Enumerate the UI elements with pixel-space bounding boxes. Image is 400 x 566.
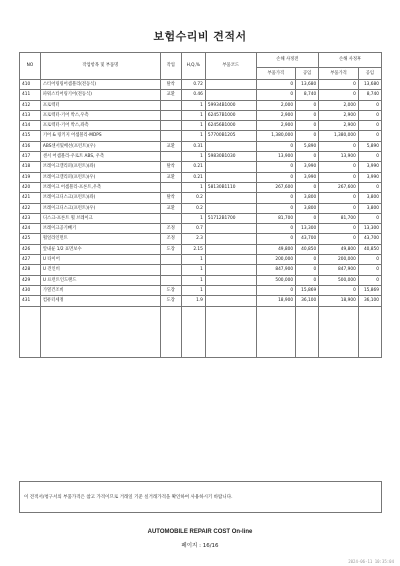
cell-no: 427	[20, 255, 41, 265]
cell-before-labor: 0	[296, 152, 319, 162]
cell-before-part-price: 0	[256, 193, 296, 203]
table-row	[20, 131, 382, 141]
table-row	[20, 152, 382, 162]
cell-after-part-price: 0	[319, 141, 359, 151]
cell-work: 도장	[160, 244, 181, 254]
cell-before-part-price: 0	[256, 285, 296, 295]
cell-item: 휠얼라인먼트	[40, 234, 160, 244]
cell-no: 420	[20, 182, 41, 192]
cell-before-part-price: 0	[256, 224, 296, 234]
cell-part-code	[205, 296, 256, 306]
cell-item: U 프런트인도랜드	[40, 275, 160, 285]
cell-after-labor: 3,800	[358, 203, 381, 213]
table-row	[20, 162, 382, 172]
cell-work	[160, 182, 181, 192]
cell-before-part-price: 2,900	[256, 121, 296, 131]
cell-no: 415	[20, 131, 41, 141]
cell-no: 426	[20, 244, 41, 254]
cell-work: 탈착	[160, 193, 181, 203]
cell-before-part-price: 0	[256, 90, 296, 100]
table-row	[20, 100, 382, 110]
cell-no: 422	[20, 203, 41, 213]
cell-after-labor: 3,990	[358, 162, 381, 172]
cell-work: 교환	[160, 172, 181, 182]
cell-hqty: 1	[181, 285, 205, 295]
cell-part-code: 59830B1030	[205, 152, 256, 162]
cell-before-part-price: 500,000	[256, 275, 296, 285]
cell-after-labor: 0	[358, 152, 381, 162]
cell-part-code	[205, 234, 256, 244]
cell-before-labor: 40,850	[296, 244, 319, 254]
cell-no: 419	[20, 172, 41, 182]
col-no: NO	[20, 53, 41, 80]
estimate-table	[19, 52, 382, 358]
cell-no: 428	[20, 265, 41, 275]
cell-after-part-price: 500,000	[319, 275, 359, 285]
cell-before-part-price: 0	[256, 141, 296, 151]
cell-after-labor: 0	[358, 110, 381, 120]
cell-work: 탈착	[160, 80, 181, 90]
cell-part-code	[205, 255, 256, 265]
cell-work: 조정	[160, 234, 181, 244]
cell-before-part-price: 0	[256, 80, 296, 90]
cell-part-code: 62457B1000	[205, 110, 256, 120]
col-hqty: H,Q,%	[181, 53, 205, 80]
cell-part-code	[205, 224, 256, 234]
col-after-part-price: 부품가격	[319, 68, 359, 80]
cell-work: 탈착	[160, 162, 181, 172]
cell-before-part-price: 1,380,000	[256, 131, 296, 141]
cell-work: 조정	[160, 224, 181, 234]
cell-after-labor: 0	[358, 131, 381, 141]
table-row	[20, 193, 382, 203]
cell-after-part-price: 0	[319, 193, 359, 203]
cell-after-part-price: 49,800	[319, 244, 359, 254]
cell-after-part-price: 0	[319, 162, 359, 172]
cell-item: 브레이크캘리퍼(프런트)(우)	[40, 172, 160, 182]
cell-hqty: 1	[181, 121, 205, 131]
cell-hqty: 1	[181, 265, 205, 275]
cell-no: 429	[20, 275, 41, 285]
cell-part-code	[205, 265, 256, 275]
table-row	[20, 110, 382, 120]
col-work: 작업	[160, 53, 181, 80]
cell-before-part-price: 18,900	[256, 296, 296, 306]
table-row	[20, 121, 382, 131]
col-before-group: 손해 사정전	[256, 53, 319, 68]
cell-after-labor: 0	[358, 100, 381, 110]
table-row	[20, 296, 382, 306]
cell-hqty: 0.31	[181, 141, 205, 151]
table-body	[20, 80, 382, 307]
cell-before-labor: 3,800	[296, 203, 319, 213]
cell-hqty: 1	[181, 131, 205, 141]
cell-item: 브레이크공기빼기	[40, 224, 160, 234]
cell-no: 423	[20, 213, 41, 223]
cell-part-code	[205, 141, 256, 151]
cell-after-part-price: 0	[319, 203, 359, 213]
table-row	[20, 141, 382, 151]
cell-work: 교환	[160, 90, 181, 100]
cell-hqty: 0.46	[181, 90, 205, 100]
cell-hqty: 1	[181, 213, 205, 223]
cell-work	[160, 275, 181, 285]
cell-before-part-price: 2,900	[256, 110, 296, 120]
cell-part-code	[205, 285, 256, 295]
cell-no: 424	[20, 224, 41, 234]
cell-before-labor: 13,680	[296, 80, 319, 90]
cell-hqty: 2.15	[181, 244, 205, 254]
footer-title: AUTOMOBILE REPAIR COST On-line	[147, 529, 253, 535]
cell-no: 414	[20, 121, 41, 131]
cell-before-labor: 0	[296, 131, 319, 141]
table-row	[20, 265, 382, 275]
cell-item: 프로텍터-기어 박스,좌측	[40, 121, 160, 131]
cell-after-labor: 8,740	[358, 90, 381, 100]
cell-part-code	[205, 162, 256, 172]
cell-item: 가열건조비	[40, 285, 160, 295]
cell-after-labor: 0	[358, 275, 381, 285]
cell-after-part-price: 847,900	[319, 265, 359, 275]
cell-after-part-price: 267,600	[319, 182, 359, 192]
cell-after-labor: 13,680	[358, 80, 381, 90]
cell-item: 디스크-프론트 휠 브레이크	[40, 213, 160, 223]
cell-hqty: 0.72	[181, 80, 205, 90]
cell-item: 브레이크 어셈블리-프론트,우측	[40, 182, 160, 192]
cell-no: 410	[20, 80, 41, 90]
cell-no: 412	[20, 100, 41, 110]
cell-no: 411	[20, 90, 41, 100]
table-filler	[20, 306, 382, 357]
cell-hqty: 1	[181, 100, 205, 110]
cell-part-code: 58130B1110	[205, 182, 256, 192]
cell-work: 도장	[160, 296, 181, 306]
cell-hqty: 0.2	[181, 203, 205, 213]
cell-after-labor: 36,100	[358, 296, 381, 306]
table-row	[20, 182, 382, 192]
cell-before-part-price: 0	[256, 234, 296, 244]
cell-before-labor: 43,700	[296, 234, 319, 244]
cell-before-labor: 3,990	[296, 172, 319, 182]
cell-before-labor: 5,890	[296, 141, 319, 151]
cell-item: 브레이크디스크(프런트)(우)	[40, 203, 160, 213]
cell-after-part-price: 0	[319, 90, 359, 100]
cell-after-part-price: 2,900	[319, 121, 359, 131]
col-after-group: 손해 사정후	[319, 53, 382, 68]
cell-before-labor: 3,800	[296, 193, 319, 203]
cell-part-code: 57700B1205	[205, 131, 256, 141]
cell-item: 기어 & 링키지 어셈블리-MDPS	[40, 131, 160, 141]
cell-after-labor: 3,800	[358, 193, 381, 203]
cell-part-code	[205, 203, 256, 213]
col-before-part-price: 부품가격	[256, 68, 296, 80]
cell-item: 스티어링링어셈블리(전동식)	[40, 80, 160, 90]
cell-after-part-price: 81,700	[319, 213, 359, 223]
cell-no: 421	[20, 193, 41, 203]
cell-work	[160, 100, 181, 110]
cell-item: 브레이크디스크(프런트)(좌)	[40, 193, 160, 203]
cell-item: 앞내륜 1/2 표면보수	[40, 244, 160, 254]
empty-row	[20, 306, 382, 357]
cell-part-code: 51712B1700	[205, 213, 256, 223]
cell-work	[160, 131, 181, 141]
header-row-1	[20, 53, 382, 68]
cell-hqty: 1	[181, 182, 205, 192]
table-row	[20, 80, 382, 90]
cell-work	[160, 255, 181, 265]
cell-hqty: 1.9	[181, 296, 205, 306]
col-item: 작업항목 및 부품명	[40, 53, 160, 80]
table-row	[20, 213, 382, 223]
cell-item: 컴퓨터세정	[40, 296, 160, 306]
cell-work: 교환	[160, 141, 181, 151]
table-row	[20, 234, 382, 244]
cell-hqty: 0.7	[181, 224, 205, 234]
cell-after-part-price: 0	[319, 224, 359, 234]
page-number: 페이지 : 16/16	[181, 543, 219, 549]
cell-part-code	[205, 244, 256, 254]
cell-after-part-price: 0	[319, 234, 359, 244]
cell-hqty: 1	[181, 255, 205, 265]
cell-hqty: 0.21	[181, 162, 205, 172]
price-note: 이 견적서/청구서의 부품가격은 참고 가격이므로 거래일 기준 실거래가격을 확인하여 사용하시기 바랍니다.	[19, 481, 382, 513]
cell-item: 프로텍터	[40, 100, 160, 110]
cell-before-part-price: 13,900	[256, 152, 296, 162]
cell-before-labor: 3,990	[296, 162, 319, 172]
cell-hqty: 0.21	[181, 172, 205, 182]
cell-no: 418	[20, 162, 41, 172]
cell-before-part-price: 847,900	[256, 265, 296, 275]
cell-work	[160, 152, 181, 162]
cell-work	[160, 121, 181, 131]
cell-before-labor: 0	[296, 110, 319, 120]
cell-after-labor: 0	[358, 213, 381, 223]
cell-work: 도장	[160, 285, 181, 295]
cell-before-part-price: 49,800	[256, 244, 296, 254]
cell-after-part-price: 13,900	[319, 152, 359, 162]
cell-before-labor: 13,300	[296, 224, 319, 234]
cell-after-part-price: 2,000	[319, 100, 359, 110]
cell-after-labor: 3,990	[358, 172, 381, 182]
cell-before-part-price: 0	[256, 172, 296, 182]
cell-part-code: 59934B1000	[205, 100, 256, 110]
cell-before-labor: 36,100	[296, 296, 319, 306]
cell-work	[160, 265, 181, 275]
cell-no: 416	[20, 141, 41, 151]
table-row	[20, 244, 382, 254]
table-row	[20, 275, 382, 285]
cell-work	[160, 110, 181, 120]
cell-after-part-price: 0	[319, 285, 359, 295]
table-row	[20, 90, 382, 100]
cell-hqty: 1	[181, 275, 205, 285]
cell-after-labor: 0	[358, 255, 381, 265]
cell-part-code	[205, 275, 256, 285]
cell-hqty: 1	[181, 152, 205, 162]
cell-hqty: 1	[181, 110, 205, 120]
cell-before-part-price: 81,700	[256, 213, 296, 223]
cell-before-part-price: 0	[256, 162, 296, 172]
cell-part-code: 62456B1000	[205, 121, 256, 131]
cell-part-code	[205, 80, 256, 90]
cell-part-code	[205, 90, 256, 100]
cell-before-labor: 0	[296, 121, 319, 131]
col-after-labor: 공임	[358, 68, 381, 80]
cell-no: 425	[20, 234, 41, 244]
table-row	[20, 172, 382, 182]
cell-before-labor: 8,740	[296, 90, 319, 100]
cell-before-labor: 0	[296, 100, 319, 110]
document-title: 보험수리비 견적서	[153, 30, 247, 43]
cell-no: 430	[20, 285, 41, 295]
cell-part-code	[205, 193, 256, 203]
cell-before-part-price: 0	[256, 203, 296, 213]
cell-after-labor: 0	[358, 265, 381, 275]
cell-no: 431	[20, 296, 41, 306]
cell-item: U 견인비	[40, 265, 160, 275]
cell-no: 417	[20, 152, 41, 162]
cell-item: U 타이어	[40, 255, 160, 265]
cell-before-labor: 0	[296, 265, 319, 275]
cell-after-part-price: 200,000	[319, 255, 359, 265]
cell-after-labor: 0	[358, 121, 381, 131]
cell-item: 센서 어셈블리-우로트 ABS, 우측	[40, 152, 160, 162]
cell-hqty: 0.2	[181, 193, 205, 203]
cell-item: 파워스티어링기어(전동식)	[40, 90, 160, 100]
table-row	[20, 255, 382, 265]
cell-before-labor: 0	[296, 213, 319, 223]
cell-no: 413	[20, 110, 41, 120]
table-row	[20, 203, 382, 213]
cell-work: 교환	[160, 203, 181, 213]
cell-after-labor: 40,850	[358, 244, 381, 254]
cell-before-labor: 0	[296, 255, 319, 265]
cell-work	[160, 213, 181, 223]
cell-after-part-price: 0	[319, 172, 359, 182]
cell-before-part-price: 2,000	[256, 100, 296, 110]
cell-after-labor: 13,300	[358, 224, 381, 234]
print-timestamp: 2024-06-11 10:35:04	[348, 559, 394, 564]
cell-after-part-price: 2,900	[319, 110, 359, 120]
cell-after-labor: 15,869	[358, 285, 381, 295]
cell-after-part-price: 18,900	[319, 296, 359, 306]
table-row	[20, 224, 382, 234]
cell-after-labor: 5,890	[358, 141, 381, 151]
cell-item: ABS센서및배선(프런트)(우)	[40, 141, 160, 151]
cell-hqty: 2.3	[181, 234, 205, 244]
cell-item: 브레이크캘리퍼(프런트)(좌)	[40, 162, 160, 172]
cell-before-part-price: 267,600	[256, 182, 296, 192]
cell-part-code	[205, 172, 256, 182]
cell-before-labor: 0	[296, 182, 319, 192]
col-before-labor: 공임	[296, 68, 319, 80]
table-row	[20, 285, 382, 295]
cell-after-labor: 43,700	[358, 234, 381, 244]
cell-before-labor: 15,869	[296, 285, 319, 295]
cell-item: 프로텍터-기어 박스,우측	[40, 110, 160, 120]
cell-after-labor: 0	[358, 182, 381, 192]
cell-after-part-price: 1,380,000	[319, 131, 359, 141]
col-part-code: 부품코드	[205, 53, 256, 80]
cell-before-labor: 0	[296, 275, 319, 285]
cell-before-part-price: 200,000	[256, 255, 296, 265]
cell-after-part-price: 0	[319, 80, 359, 90]
